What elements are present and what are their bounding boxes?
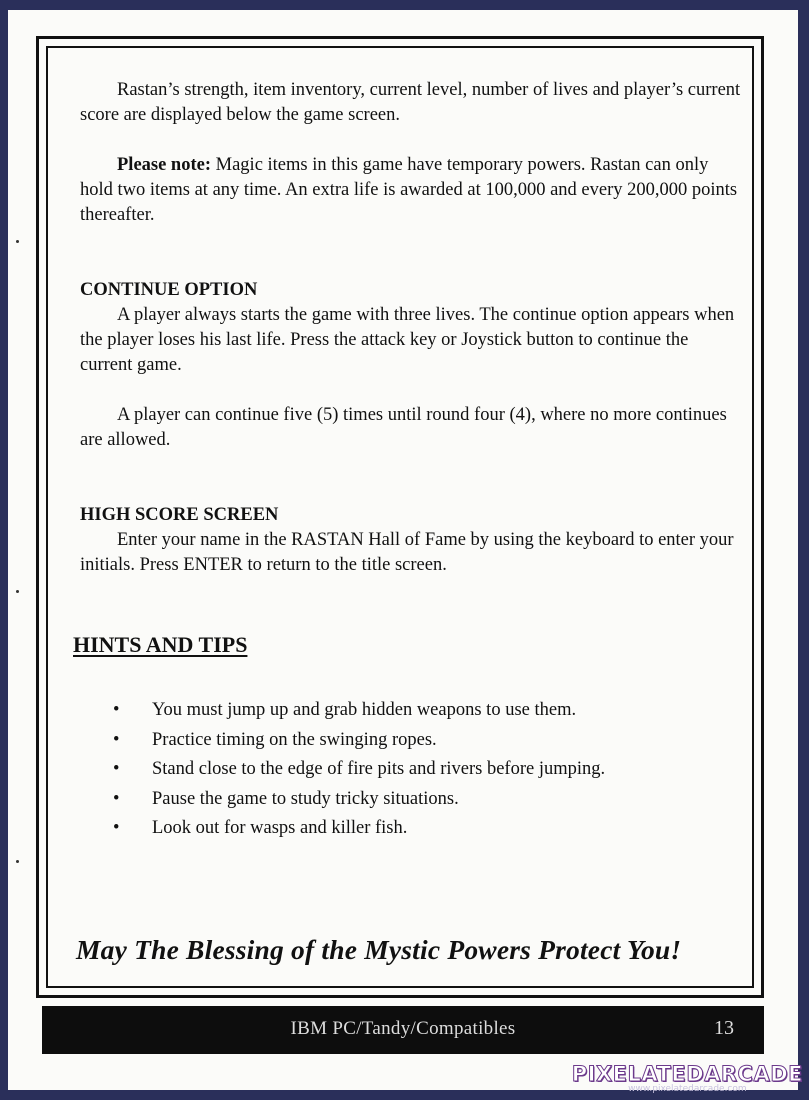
hint-text: Stand close to the edge of fire pits and rivers before jumping.	[152, 759, 606, 779]
platform-label: IBM PC/Tandy/Compatibles	[290, 1018, 516, 1039]
binding-mark	[16, 590, 19, 593]
page-number: 13	[714, 1017, 734, 1039]
high-score-paragraph: Enter your name in the RASTAN Hall of Fame by using the keyboard to enter your initials. Press ENTER to return to the title screen.	[80, 530, 734, 575]
watermark-url: www.pixelatedarcade.com	[628, 1084, 747, 1094]
bullet-icon: •	[113, 700, 120, 720]
binding-mark	[16, 240, 19, 243]
bullet-icon: •	[113, 729, 120, 750]
footer-bar	[42, 1006, 764, 1054]
list-item	[110, 785, 605, 815]
continue-option-heading: CONTINUE OPTION	[80, 280, 258, 300]
list-item	[110, 696, 605, 726]
watermark	[572, 1062, 803, 1094]
continue-paragraph-2: A player can continue five (5) times until round four (4), where no more continues are allowed.	[80, 405, 727, 450]
list-item	[110, 755, 605, 785]
note-paragraph	[80, 153, 745, 228]
note-text: Magic items in this game have temporary powers. Rastan can only hold two items at any time. An extra life is awarded at 100,000 and every 200,000 points thereafter.	[80, 155, 738, 225]
binding-mark	[16, 860, 19, 863]
hint-text: Pause the game to study tricky situations.	[152, 788, 459, 809]
hint-text: Practice timing on the swinging ropes.	[152, 729, 437, 750]
hints-and-tips-title: HINTS AND TIPS	[73, 632, 248, 657]
hints-list	[110, 696, 605, 844]
high-score-heading: HIGH SCORE SCREEN	[80, 505, 279, 525]
list-item	[110, 726, 605, 756]
status-paragraph: Rastan’s strength, item inventory, current level, number of lives and player’s current score are displayed below the game screen.	[80, 80, 741, 125]
bullet-icon: •	[113, 759, 120, 779]
watermark-logo: PIXELATEDARCADE	[571, 1062, 803, 1086]
list-item	[110, 814, 605, 844]
hint-text: Look out for wasps and killer fish.	[152, 818, 408, 838]
continue-paragraph-1: A player always starts the game with three lives. The continue option appears when the player loses his last life. Press the attack key or Joystick button to continue the current game.	[80, 305, 735, 375]
bullet-icon: •	[113, 788, 120, 809]
bullet-icon: •	[113, 818, 120, 838]
hint-text: You must jump up and grab hidden weapons to use them.	[152, 700, 577, 720]
blessing-line: May The Blessing of the Mystic Powers Protect You!	[76, 934, 682, 965]
body-text	[80, 78, 745, 578]
note-label: Please note:	[117, 155, 212, 175]
